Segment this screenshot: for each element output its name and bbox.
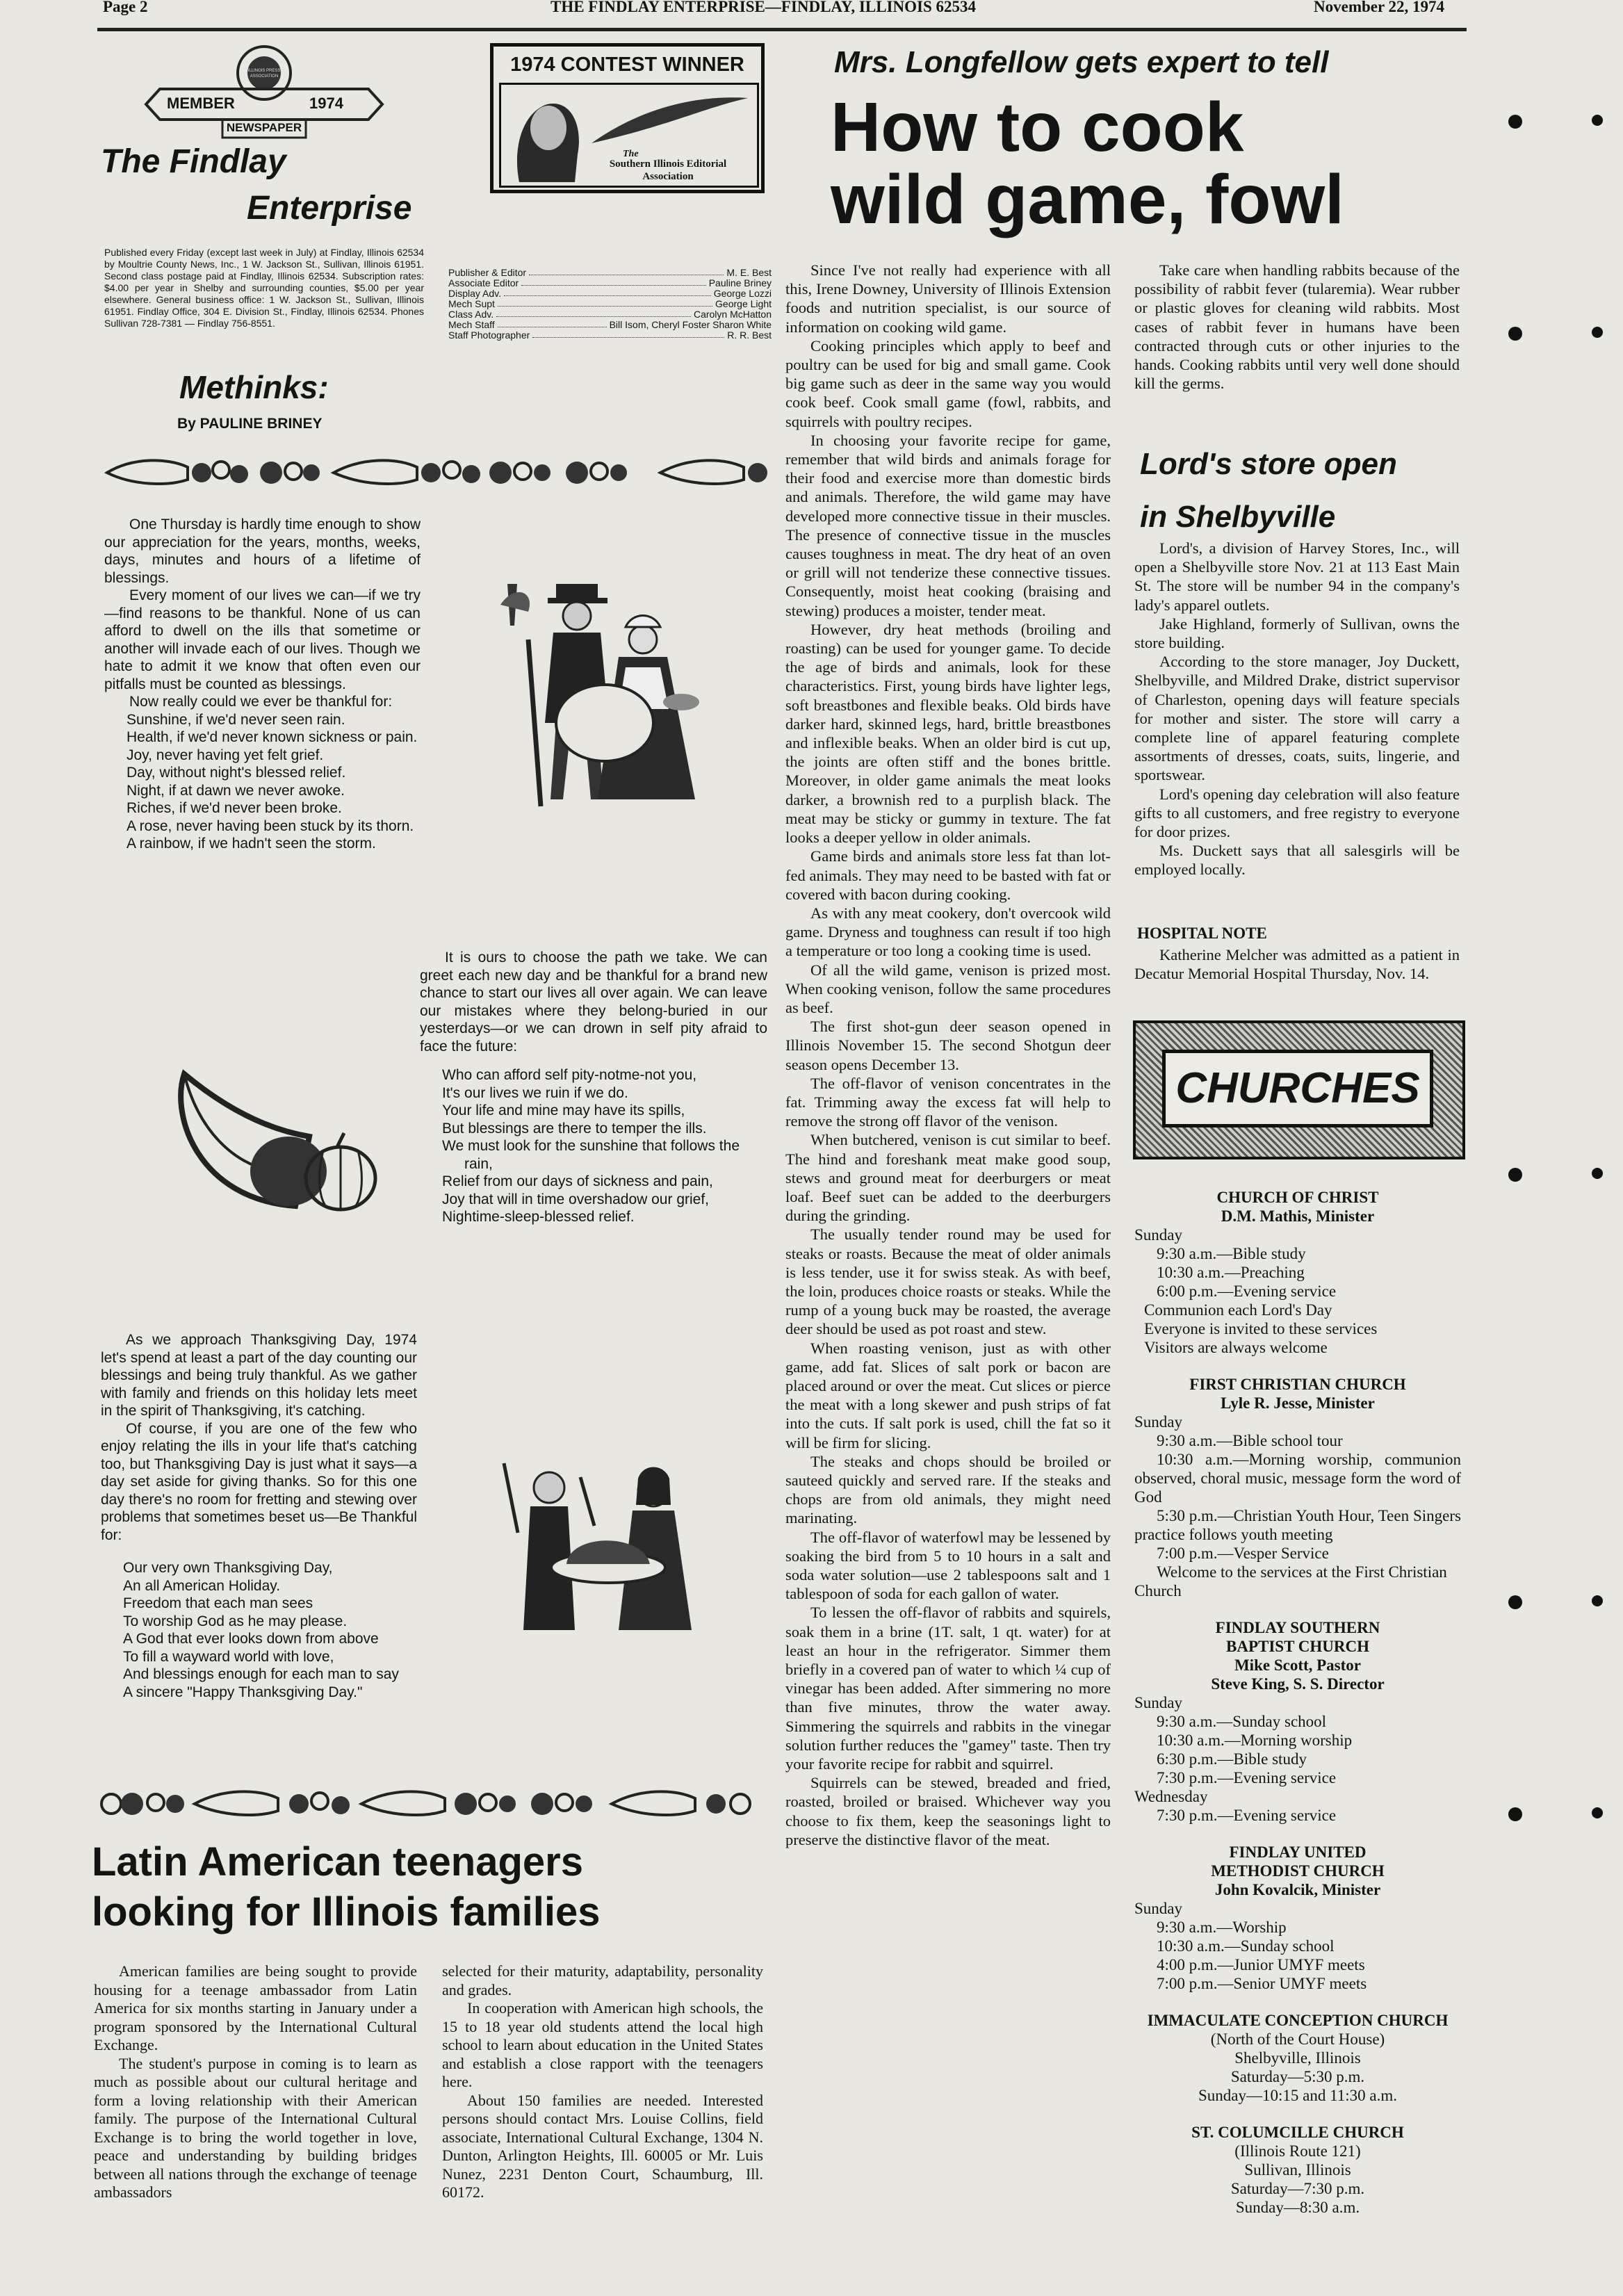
latin-para: selected for their maturity, adaptability, personality and grades.: [442, 1962, 763, 1998]
cornucopia-border-icon: [104, 452, 772, 491]
church-detail: Saturday—5:30 p.m.: [1230, 2068, 1365, 2085]
top-rule: [97, 28, 1467, 31]
service-day: Sunday: [1134, 1413, 1182, 1431]
game-para: Squirrels can be stewed, breaded and fried, roasted, broiled or braised. Whichever way you choose to fix them, keep the seasonings light to preserve the distinctive flavor of the meat.: [785, 1774, 1111, 1848]
turkey-dinner-icon: [490, 1449, 712, 1637]
game-para: The usually tender round may be used for steaks or roasts. Because the meat of older animals is less tender, use it for swiss steak. As with beef, the loin, produces choice roasts or steaks. While the rump of a young buck may be roasted, the average deer should be used as pot roast and stew.: [785, 1226, 1111, 1338]
latin-col1: [94, 1962, 417, 2202]
harvest-border-top: [104, 452, 772, 491]
staff-role: Associate Editor: [448, 277, 519, 288]
lords-headline-line1: Lord's store open: [1140, 447, 1397, 481]
pilgrim-couple-icon: [487, 570, 716, 820]
church-listings: [1134, 1170, 1461, 2217]
methinks-verse: Night, if at dawn we never awoke.: [127, 782, 345, 799]
staff-row: [448, 330, 772, 341]
contest-line1: The: [623, 149, 639, 159]
church-name: IMMACULATE CONCEPTION CHURCH: [1147, 2012, 1449, 2029]
methinks-col1-top: [104, 516, 421, 853]
game-col1: [785, 261, 1111, 1849]
church-name-cont: BAPTIST CHURCH: [1226, 1638, 1369, 1655]
methinks-title: Methinks:: [179, 369, 329, 405]
churches-banner-inner: [1162, 1050, 1433, 1127]
game-para: The off-flavor of venison concentrates in the fat. Trimming away the excess fat will help to remove the strong off flavor of the venison.: [785, 1074, 1111, 1130]
service-time: 6:30 p.m.—Bible study: [1157, 1750, 1307, 1768]
latin-headline-line1: Latin American teenagers: [92, 1839, 583, 1884]
methinks-para: Every moment of our lives we can—if we try—find reasons to be thankful. None of us can afford to dwell on the ills that sometime or another will invade each of our lives. Though we hate to admit it we know that often even our pitfalls must be counted as blessings.: [104, 587, 421, 692]
staff-row: [448, 288, 772, 299]
binder-hole: [1592, 1168, 1603, 1179]
churches-banner: [1133, 1020, 1465, 1159]
lords-para: Ms. Duckett says that all salesgirls will be employed locally.: [1134, 842, 1460, 879]
folio-date: November 22, 1974: [1314, 0, 1445, 15]
folio-title: THE FINDLAY ENTERPRISE—FINDLAY, ILLINOIS 62534: [550, 0, 976, 15]
service-time: 9:30 a.m.—Sunday school: [1157, 1713, 1327, 1730]
service-day: Sunday: [1134, 1900, 1182, 1917]
methinks-verse: A rose, never having been stuck by its thorn.: [127, 817, 414, 834]
church-note: Welcome to the services at the First Christian Church: [1134, 1563, 1447, 1599]
folio-page-number: Page 2: [103, 0, 148, 15]
binder-hole: [1508, 1595, 1522, 1609]
lords-body: [1134, 539, 1460, 879]
staff-role: Mech Supt: [448, 298, 495, 309]
methinks-verse: Joy that will in time overshadow our grief,: [442, 1191, 709, 1207]
service-time: 10:30 a.m.—Preaching: [1157, 1264, 1305, 1281]
badge-member-text: MEMBER: [167, 95, 235, 112]
staff-row: [448, 320, 772, 330]
staff-name: Pauline Briney: [708, 277, 772, 288]
methinks-verse: Freedom that each man sees: [123, 1595, 313, 1611]
methinks-col1-bottom: [101, 1331, 417, 1701]
contest-heading: 1974 CONTEST WINNER: [510, 54, 744, 76]
binder-hole: [1508, 1168, 1522, 1182]
game-para: As with any meat cookery, don't overcook wild game. Dryness and toughness can result if too high a temperature or too long a cooking time is used.: [785, 904, 1111, 960]
hospital-heading: HOSPITAL NOTE: [1137, 925, 1267, 942]
church-name: FIRST CHRISTIAN CHURCH: [1189, 1376, 1406, 1393]
game-para: The steaks and chops should be broiled or sauteed quickly and served rare. If the steaks and chops are from old animals, they might need marinating.: [785, 1452, 1111, 1527]
service-time: 10:30 a.m.—Morning worship, communion observed, choral music, message form the word of God: [1134, 1451, 1461, 1506]
latin-headline-line2: looking for Illinois families: [92, 1889, 601, 1935]
staff-role: Class Adv.: [448, 309, 494, 320]
game-para: The off-flavor of waterfowl may be lessened by soaking the bird from 5 to 10 hours in a salt and soda water solution—use 2 tablespoons salt and 1 tablespoon of soda for each gallon of water.: [785, 1528, 1111, 1603]
harvest-border-bottom: [97, 1783, 765, 1822]
lords-para: Lord's, a division of Harvey Stores, Inc., will open a Shelbyville store Nov. 21 at 113 East Main St. The store will be number 94 in the company's lady's apparel outlets.: [1134, 539, 1460, 614]
methinks-verse: Relief from our days of sickness and pain,: [442, 1173, 713, 1189]
staff-row: [448, 278, 772, 288]
game-headline-line2: wild game, fowl: [831, 161, 1344, 238]
methinks-col2: [420, 949, 767, 1226]
service-time: 9:30 a.m.—Worship: [1157, 1919, 1287, 1936]
church-pastor: Mike Scott, Pastor: [1234, 1656, 1362, 1674]
lords-para: According to the store manager, Joy Duckett, Shelbyville, and Mildred Drake, district supervisor of Charleston, opening days will feature specials for mother and sister. The store will carry a complete line of apparel featuring complete assortments of dresses, coats, suits, lingerie, and sportswear.: [1134, 653, 1460, 784]
staff-name: George Lozzi: [713, 288, 772, 299]
masthead-name-line1: The Findlay: [101, 143, 286, 180]
service-time: 5:30 p.m.—Christian Youth Hour, Teen Singers practice follows youth meeting: [1134, 1507, 1461, 1543]
contest-line2: Southern Illinois Editorial: [609, 158, 727, 170]
staff-name: Carolyn McHatton: [693, 309, 772, 320]
methinks-verse: A sincere "Happy Thanksgiving Day.": [123, 1684, 363, 1700]
contest-emblem: [499, 83, 759, 188]
methinks-verse: Day, without night's blessed relief.: [127, 765, 346, 781]
contest-line3: Association: [642, 171, 694, 182]
quill-pen-icon: [585, 88, 751, 150]
game-para: The first shot-gun deer season opened in Illinois November 15. The second Shotgun deer season opens December 13.: [785, 1018, 1111, 1073]
hospital-body: [1134, 945, 1460, 983]
latin-para: In cooperation with American high schools, the 15 to 18 year old students attend the local high school to learn about education in the United States and establish a close rapport with the teenagers here.: [442, 1999, 763, 2090]
game-para: When roasting venison, just as with other game, add fat. Slices of salt pork or bacon are placed around or over the meat. Cut slices or pierce the meat with a long skewer and push strips of fat into the cuts. If salt pork is used, chill the fat so it will be firm for slicing.: [785, 1339, 1111, 1451]
methinks-verse: It's our lives we ruin if we do.: [442, 1084, 628, 1101]
churches-banner-text: CHURCHES: [1175, 1064, 1420, 1112]
service-time: 10:30 a.m.—Morning worship: [1157, 1732, 1353, 1749]
methinks-para: Now really could we ever be thankful for:: [129, 694, 393, 710]
methinks-verse: An all American Holiday.: [123, 1577, 281, 1594]
church-name: ST. COLUMCILLE CHURCH: [1191, 2124, 1404, 2141]
service-time: 9:30 a.m.—Bible school tour: [1157, 1432, 1343, 1449]
church-name-cont: METHODIST CHURCH: [1211, 1862, 1385, 1880]
methinks-para: As we approach Thanksgiving Day, 1974 let's spend at least a part of the day counting our blessings and being truly thankful. As we gather with family and friends on this holiday lets meet in the spirit of Thanksgiving, it's catching.: [101, 1332, 417, 1419]
binder-hole: [1508, 327, 1522, 341]
church-detail: Shelbyville, Illinois: [1234, 2049, 1361, 2067]
methinks-verse: To worship God as he may please.: [123, 1613, 348, 1629]
staff-row: [448, 309, 772, 320]
methinks-verse: Our very own Thanksgiving Day,: [123, 1560, 333, 1576]
hospital-text: Katherine Melcher was admitted as a patient in Decatur Memorial Hospital Thursday, Nov. 14.: [1134, 946, 1460, 983]
game-para: Of all the wild game, venison is prized most. When cooking venison, follow the same procedures as beef.: [785, 961, 1111, 1016]
game-headline-line1: How to cook: [831, 88, 1244, 166]
service-day: Sunday: [1134, 1226, 1182, 1244]
service-day: Wednesday: [1134, 1788, 1208, 1805]
methinks-verse: Health, if we'd never known sickness or pain.: [127, 729, 418, 745]
lords-headline-line2: in Shelbyville: [1140, 500, 1336, 534]
binder-hole: [1592, 1807, 1603, 1818]
service-time: 7:00 p.m.—Senior UMYF meets: [1157, 1975, 1367, 1992]
service-time: 10:30 a.m.—Sunday school: [1157, 1937, 1335, 1955]
game-para: To lessen the off-flavor of rabbits and squirels, soak them in a brine (1T. salt, 1 qt. water) for at least an hour in the refrigerator. Simmer them briefly in a covered pan of water to which ¼ cup of vinegar has been added. After simmering no more than five minutes, throw the water away. Simmering the squirrels and rabbits in the vinegar solution further reduces the "gamey" taste. Then try your favorite recipe for rabbit and squirrel.: [785, 1604, 1111, 1773]
binder-hole: [1592, 1595, 1603, 1606]
service-time: 7:30 p.m.—Evening service: [1157, 1769, 1337, 1786]
methinks-verse: Your life and mine may have its spills,: [442, 1102, 685, 1118]
staff-role: Staff Photographer: [448, 329, 530, 341]
church-name: FINDLAY UNITED: [1229, 1843, 1367, 1861]
service-day: Sunday: [1134, 1694, 1182, 1711]
staff-role: Publisher & Editor: [448, 267, 527, 278]
methinks-verse: To fill a wayward world with love,: [123, 1648, 334, 1665]
methinks-verse: Riches, if we'd never been broke.: [127, 800, 342, 816]
game-para: Take care when handling rabbits because of the possibility of rabbit fever (tularemia). Wear rubber or plastic gloves for cleaning wild rabbits. Most cases of rabbit fever in humans have been contracted through cuts or other injuries to the hands. Cooking rabbits until very well done should kill the germs.: [1134, 261, 1460, 393]
game-kicker: Mrs. Longfellow gets expert to tell: [834, 45, 1329, 79]
game-col2: [1134, 261, 1460, 393]
church-director: Steve King, S. S. Director: [1211, 1675, 1385, 1693]
methinks-verse: We must look for the sunshine that follows the rain,: [442, 1138, 740, 1172]
staff-name: George Light: [715, 298, 772, 309]
church-detail: Saturday—7:30 p.m.: [1230, 2180, 1365, 2197]
staff-name: Bill Isom, Cheryl Foster Sharon White: [609, 319, 772, 330]
staff-row: [448, 268, 772, 278]
game-para: When butchered, venison is cut similar to beef. The hind and foreshank meat make good soup, stews and ground meat for deerburgers or meat loaf. Beef suet can be added to the deerburgers during the grinding.: [785, 1131, 1111, 1225]
lords-para: Jake Highland, formerly of Sullivan, owns the store building.: [1134, 614, 1460, 652]
cornucopia-illustration: [170, 1046, 386, 1227]
methinks-para: It is ours to choose the path we take. We can greet each new day and be thankful for a brand new chance to start our lives all over again. We can leave our mistakes where they belong-buried in our yesterdays—or we can drown in self pity afraid to face the future:: [420, 950, 767, 1055]
church-minister: D.M. Mathis, Minister: [1221, 1207, 1375, 1225]
church-detail: Sullivan, Illinois: [1244, 2161, 1351, 2179]
staff-box: [448, 268, 772, 341]
masthead-name-line2: Enterprise: [247, 190, 412, 227]
lincoln-portrait-icon: [505, 85, 589, 182]
methinks-byline: By PAULINE BRINEY: [177, 416, 323, 432]
cornucopia-border-icon: [97, 1783, 765, 1822]
latin-para: The student's purpose in coming is to learn as much as possible about our cultural heritage and form a loving relationship with their American family. The purpose of the International Cultural Exchange is to bring the world together in love, peace and understanding by building bridges between all nations through the exchange of teenage ambassadors: [94, 2054, 417, 2201]
methinks-verse: Who can afford self pity-notme-not you,: [442, 1067, 697, 1083]
church-name: CHURCH OF CHRIST: [1216, 1189, 1379, 1206]
pilgrims-illustration: [487, 570, 716, 820]
staff-role: Mech Staff: [448, 319, 495, 330]
methinks-verse: Sunshine, if we'd never seen rain.: [127, 711, 345, 728]
badge-seal-text: ILLINOIS PRESS ASSOCIATION: [247, 69, 281, 79]
church-note: Everyone is invited to these services: [1144, 1320, 1378, 1337]
staff-name: M. E. Best: [726, 267, 772, 278]
methinks-verse: Nightime-sleep-blessed relief.: [442, 1209, 635, 1225]
binder-hole: [1508, 1807, 1522, 1821]
methinks-verse: But blessings are there to temper the ills.: [442, 1120, 707, 1137]
methinks-verse: A God that ever looks down from above: [123, 1631, 379, 1647]
game-para: Cooking principles which apply to beef and poultry can be used for big and small game. Cook big game such as deer in the same way you would cook beef. Cook small game (fowl, rabbits, and squirrels with poultry recipes.: [785, 336, 1111, 430]
latin-para: About 150 families are needed. Interested persons should contact Mrs. Louise Collins, field associate, International Cultural Exchange, 1304 N. Dunton, Arlington Heights, Ill. 60005 or Mr. Luis Nunez, 2231 Denton Court, Schaumburg, Ill. 60172.: [442, 2091, 763, 2201]
latin-col2: [442, 1962, 763, 2202]
methinks-verse: A rainbow, if we hadn't seen the storm.: [127, 836, 376, 852]
badge-year-text: 1974: [309, 95, 343, 112]
staff-role: Display Adv.: [448, 288, 501, 299]
binder-hole: [1592, 115, 1603, 126]
church-note: Visitors are always welcome: [1144, 1339, 1328, 1356]
methinks-verse: And blessings enough for each man to say: [123, 1666, 399, 1682]
game-para: Since I've not really had experience with all this, Irene Downey, University of Illinois Extension foods and nutrition specialist, is our source of information on cooking wild game.: [785, 261, 1111, 336]
publication-info: Published every Friday (except last week in July) at Findlay, Illinois 62534 by Moultrie County News, Inc., 1 W. Jackson St., Sullivan, Illinois 61951. Second class postage paid at Findlay, Illinois 62534. Subscription rates: $4.00 per year in Shelby and surrounding counties, $5.00 per year elsewhere. General business office: 1 W. Jackson St., Sullivan, Illinois 61951. Findlay Office, 304 E. Division St., Findlay, Illinois 62534. Phones Sullivan 728-7381 — Findlay 756-8551.: [104, 247, 424, 329]
church-detail: Sunday—8:30 a.m.: [1235, 2199, 1360, 2216]
service-time: 9:30 a.m.—Bible study: [1157, 1245, 1306, 1262]
game-para: Game birds and animals store less fat than lot-fed animals. They may need to be basted with fat or covered with bacon during cooking.: [785, 847, 1111, 903]
church-note: Communion each Lord's Day: [1144, 1301, 1332, 1319]
service-time: 4:00 p.m.—Junior UMYF meets: [1157, 1956, 1365, 1973]
methinks-para: Of course, if you are one of the few who enjoy relating the ills in your life that's catching too, but Thanksgiving Day is just what it says—a day set aside for giving thanks. So for this one day there's no room for fretting and stewing over problems that sometimes beset us—Be Thankful for:: [101, 1420, 417, 1543]
church-detail: (North of the Court House): [1210, 2030, 1385, 2048]
lords-para: Lord's opening day celebration will also feature gifts to all customers, and free registry to everyone for door prizes.: [1134, 785, 1460, 841]
church-name: FINDLAY SOUTHERN: [1215, 1619, 1380, 1636]
church-minister: Lyle R. Jesse, Minister: [1221, 1394, 1375, 1412]
binder-hole: [1592, 327, 1603, 338]
binder-hole: [1508, 115, 1522, 129]
cornucopia-icon: [170, 1046, 386, 1227]
staff-name: R. R. Best: [727, 329, 772, 341]
service-time: 7:30 p.m.—Evening service: [1157, 1807, 1337, 1824]
contest-winner-box: [490, 43, 765, 193]
service-time: 7:00 p.m.—Vesper Service: [1157, 1545, 1329, 1562]
badge-newspaper-text: NEWSPAPER: [226, 121, 302, 134]
staff-row: [448, 299, 772, 309]
church-detail: Sunday—10:15 and 11:30 a.m.: [1198, 2087, 1397, 2104]
methinks-verse: Joy, never having yet felt grief.: [127, 747, 324, 763]
member-badge: [139, 42, 389, 139]
latin-para: American families are being sought to provide housing for a teenage ambassador from Latin America for six months starting in January under a program sponsored by the International Cultural Exchange.: [94, 1962, 417, 2053]
game-para: In choosing your favorite recipe for game, remember that wild birds and animals forage for their food and exercise more than domestic birds and animals. Therefore, the wild game may have developed more connective tissue in their muscles. The presence of connective tissue in the muscles causes toughness in meat. The dry heat of an oven or grill will not tenderize these connective tissues. Consequently, moist heat cooking (braising and stewing) produces a moister, tender meat.: [785, 431, 1111, 619]
game-para: However, dry heat methods (broiling and roasting) can be used for younger game. To decide the age of birds and animals, look for these characteristics. First, young birds have lighter legs, soft breastbones and flexible beaks. Old birds have darker hard, skinned legs, hard, brittle breastbones and inflexible beaks. When an older bird is cut up, the joints are often stiff and the bones brittle. Moreover, in older game animals the meat looks darker, a brownish red to a purplish black. The meat may be sticky or gummy in texture. The fat looks a deeper yellow in older animals.: [785, 620, 1111, 847]
church-detail: (Illinois Route 121): [1234, 2142, 1361, 2160]
family-turkey-illustration: [490, 1449, 712, 1637]
service-time: 6:00 p.m.—Evening service: [1157, 1283, 1337, 1300]
church-minister: John Kovalcik, Minister: [1214, 1881, 1381, 1898]
methinks-para: One Thursday is hardly time enough to show our appreciation for the years, months, weeks, days, minutes and hours of a lifetime of blessings.: [104, 516, 421, 586]
